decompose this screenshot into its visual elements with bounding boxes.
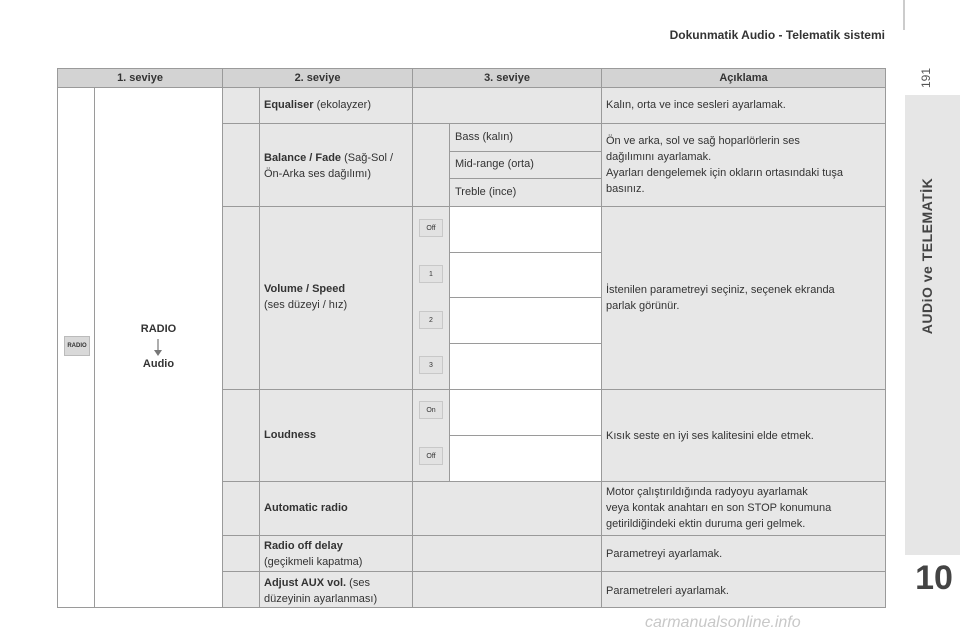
volume-desc: İstenilen parametreyi seçiniz, seçenek ekranda parlak görünür. [606, 284, 835, 312]
aux-bullet-cell [222, 571, 260, 608]
header-level-3: 3. seviye [412, 68, 602, 88]
aux-desc: Parametreleri ayarlamak. [606, 585, 729, 597]
volume-bullet-cell [222, 206, 260, 390]
page-header: Dokunmatik Audio - Telematik sistemi [669, 28, 885, 42]
balance-bullet-cell [222, 123, 260, 207]
equaliser-label: Equaliser (ekolayzer) [264, 99, 371, 111]
balance-label: Balance / Fade (Sağ-Sol / Ön-Arka ses dağılımı) [264, 152, 394, 180]
volume-off-button: Off [419, 219, 443, 237]
balance-desc: Ön ve arka, sol ve sağ hoparlörlerin ses dağılımını ayarlamak. Ayarları dengelemek için okların ortasındaki tuşa basınız. [606, 135, 844, 195]
loudness-on-cell [449, 389, 602, 436]
option-bass: Bass (kalın) [455, 131, 514, 143]
arrow-down-icon [153, 339, 163, 357]
radio-off-desc: Parametreyi ayarlamak. [606, 548, 723, 560]
volume-1-cell [449, 252, 602, 298]
auto-bullet-cell [222, 481, 260, 536]
radiooff-level3-cell [412, 535, 602, 572]
equaliser-desc: Kalın, orta ve ince sesleri ayarlamak. [606, 99, 786, 111]
header-description: Açıklama [601, 68, 886, 88]
volume-2-cell [449, 297, 602, 344]
equaliser-level3-cell [412, 87, 602, 124]
volume-2-button: 2 [419, 311, 443, 329]
sidebar-divider [903, 0, 905, 30]
loudness-bullet-cell [222, 389, 260, 482]
radiooff-bullet-cell [222, 535, 260, 572]
loudness-off-button: Off [419, 447, 443, 465]
chapter-title: AUDiO ve TELEMATİK [919, 177, 935, 335]
volume-3-cell [449, 343, 602, 390]
radio-icon: RADIO [64, 336, 90, 356]
header-level-2: 2. seviye [222, 68, 413, 88]
auto-level3-cell [412, 481, 602, 536]
loudness-off-cell [449, 435, 602, 482]
page-number: 191 [919, 67, 933, 89]
loudness-label: Loudness [264, 429, 316, 441]
level1-sub: Audio [142, 358, 175, 370]
option-treble: Treble (ince) [455, 186, 517, 198]
volume-1-button: 1 [419, 265, 443, 283]
auto-radio-label: Automatic radio [264, 502, 348, 514]
volume-off-cell [449, 206, 602, 253]
level1-title: RADIO [140, 323, 177, 335]
option-mid: Mid-range (orta) [455, 158, 534, 170]
header-level-1: 1. seviye [57, 68, 223, 88]
volume-3-button: 3 [419, 356, 443, 374]
loudness-desc: Kısık seste en iyi ses kalitesini elde etmek. [606, 430, 814, 442]
auto-radio-desc: Motor çalıştırıldığında radyoyu ayarlamak veya kontak anahtarı en son STOP konumuna getirildiğindeki ektin duruma geri gelmek. [606, 486, 832, 530]
equaliser-bullet-cell [222, 87, 260, 124]
watermark: carmanualsonline.info [645, 614, 801, 631]
aux-label: Adjust AUX vol. (ses düzeyinin ayarlanması) [264, 577, 378, 605]
balance-bullet-cell-2 [412, 123, 450, 207]
radio-off-label: Radio off delay (geçikmeli kapatma) [264, 540, 363, 568]
loudness-on-button: On [419, 401, 443, 419]
volume-label: Volume / Speed (ses düzeyi / hız) [264, 283, 348, 311]
chapter-number: 10 [915, 558, 953, 597]
aux-level3-cell [412, 571, 602, 608]
